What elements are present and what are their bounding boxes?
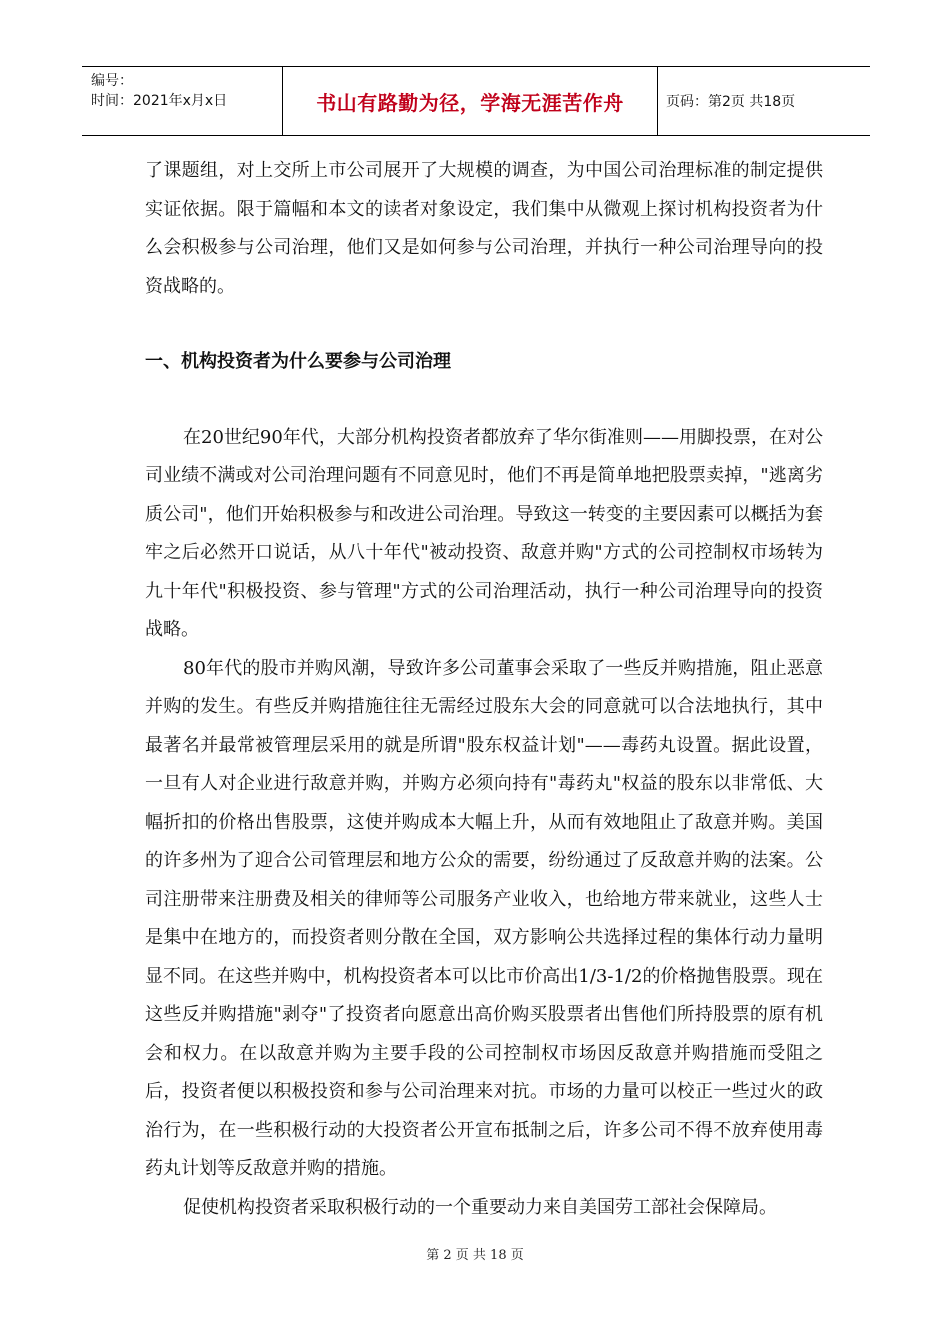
header-motto: 书山有路勤为径，学海无涯苦作舟 <box>282 67 658 135</box>
document-body <box>145 152 823 1227</box>
body-paragraph-1: 在20世纪90年代，大部分机构投资者都放弃了华尔街准则——用脚投票，在对公司业绩不满或对公司治理问题有不同意见时，他们不再是简单地把股票卖掉，"逃离劣质公司"，他们开始积极参与和改进公司治理。导致这一转变的主要因素可以概括为套牢之后必然开口说话，从八十年代"被动投资、敌意并购"方式的公司控制权市场转为九十年代"积极投资、参与管理"方式的公司治理活动，执行一种公司治理导向的投资战略。 <box>145 426 823 640</box>
document-time-label: 时间：2021年x月x日 <box>91 93 228 109</box>
document-number-label: 编号： <box>91 73 133 89</box>
header-meta <box>82 67 282 135</box>
page-footer: 第 2 页 共 18 页 <box>426 1248 524 1263</box>
body-paragraph-3: 促使机构投资者采取积极行动的一个重要动力来自美国劳工部社会保障局。 <box>183 1196 777 1218</box>
page-header <box>82 66 870 136</box>
header-page-info: 页码：第2页 共18页 <box>666 94 796 110</box>
body-paragraph-2: 80年代的股市并购风潮，导致许多公司董事会采取了一些反并购措施，阻止恶意并购的发生。有些反并购措施往往无需经过股东大会的同意就可以合法地执行，其中最著名并最常被管理层采用的就是所谓"股东权益计划"——毒药丸设置。据此设置，一旦有人对企业进行敌意并购，并购方必须向持有"毒药丸"权益的股东以非常低、大幅折扣的价格出售股票，这使并购成本大幅上升，从而有效地阻止了敌意并购。美国的许多州为了迎合公司管理层和地方公众的需要，纷纷通过了反敌意并购的法案。公司注册带来注册费及相关的律师等公司服务产业收入，也给地方带来就业，这些人士是集中在地方的，而投资者则分散在全国，双方影响公共选择过程的集体行动力量明显不同。在这些并购中，机构投资者本可以比市价高出1/3-1/2的价格抛售股票。现在这些反并购措施"剥夺"了投资者向愿意出高价购买股票者出售他们所持股票的原有机会和权力。在以敌意并购为主要手段的公司控制权市场因反敌意并购措施而受阻之后，投资者便以积极投资和参与公司治理来对抗。市场的力量可以校正一些过火的政治行为，在一些积极行动的大投资者公开宣布抵制之后，许多公司不得不放弃使用毒药丸计划等反敌意并购的措施。 <box>145 657 823 1179</box>
section-heading: 一、机构投资者为什么要参与公司治理 <box>145 351 451 372</box>
intro-paragraph: 了课题组，对上交所上市公司展开了大规模的调查，为中国公司治理标准的制定提供实证依据。限于篇幅和本文的读者对象设定，我们集中从微观上探讨机构投资者为什么会积极参与公司治理，他们又是如何参与公司治理，并执行一种公司治理导向的投资战略的。 <box>145 160 823 297</box>
